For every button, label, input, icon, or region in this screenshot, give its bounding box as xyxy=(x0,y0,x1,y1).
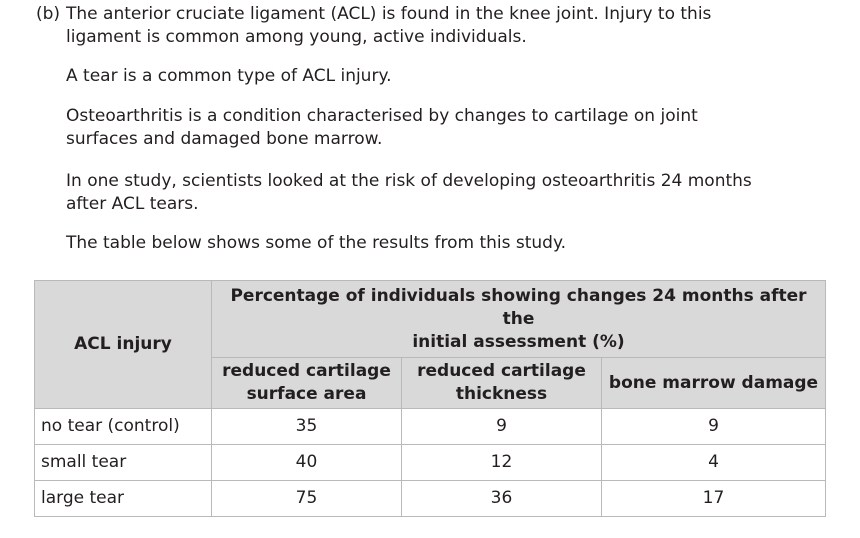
group-header-line-1: Percentage of individuals showing changes 24 months after the xyxy=(230,285,807,329)
intro-line-1: The anterior cruciate ligament (ACL) is found in the knee joint. Injury to this xyxy=(66,4,712,24)
row-label: large tear xyxy=(35,481,212,517)
osteoarthritis-line-2: surfaces and damaged bone marrow. xyxy=(66,129,383,149)
group-header-line-2: initial assessment (%) xyxy=(412,331,625,352)
tear-paragraph: A tear is a common type of ACL injury. xyxy=(66,66,392,86)
table-row xyxy=(35,445,826,481)
results-table-container xyxy=(34,280,826,517)
table-intro-paragraph: The table below shows some of the results from this study. xyxy=(66,233,567,253)
question-label: (b) xyxy=(36,4,61,24)
column-header-line-2: thickness xyxy=(455,384,548,404)
table-row xyxy=(35,409,826,445)
study-line-1: In one study, scientists looked at the risk of developing osteoarthritis 24 months xyxy=(66,171,752,191)
table-cell: 35 xyxy=(212,409,402,445)
table-header-row-1 xyxy=(35,281,826,358)
column-header-surface-area xyxy=(212,358,402,409)
table-cell: 4 xyxy=(602,445,826,481)
table-cell: 9 xyxy=(602,409,826,445)
column-header-line-2: surface area xyxy=(246,384,367,404)
osteoarthritis-paragraph xyxy=(66,105,698,151)
percentage-group-header xyxy=(212,281,826,358)
column-header-line-1: bone marrow damage xyxy=(608,372,819,393)
table-cell: 75 xyxy=(212,481,402,517)
table-cell: 17 xyxy=(602,481,826,517)
study-line-2: after ACL tears. xyxy=(66,194,199,214)
column-header-bone-marrow xyxy=(602,358,826,409)
table-cell: 36 xyxy=(402,481,602,517)
column-header-line-1: reduced cartilage xyxy=(417,361,586,381)
study-paragraph xyxy=(66,170,752,216)
column-header-thickness xyxy=(402,358,602,409)
table-cell: 9 xyxy=(402,409,602,445)
table-cell: 40 xyxy=(212,445,402,481)
acl-injury-header: ACL injury xyxy=(35,281,212,409)
intro-paragraph xyxy=(66,3,711,49)
intro-line-2: ligament is common among young, active individuals. xyxy=(66,27,527,47)
row-label: small tear xyxy=(35,445,212,481)
row-label: no tear (control) xyxy=(35,409,212,445)
table-cell: 12 xyxy=(402,445,602,481)
osteoarthritis-line-1: Osteoarthritis is a condition characterised by changes to cartilage on joint xyxy=(66,106,698,126)
results-table xyxy=(34,280,826,517)
column-header-line-1: reduced cartilage xyxy=(222,361,391,381)
table-row xyxy=(35,481,826,517)
